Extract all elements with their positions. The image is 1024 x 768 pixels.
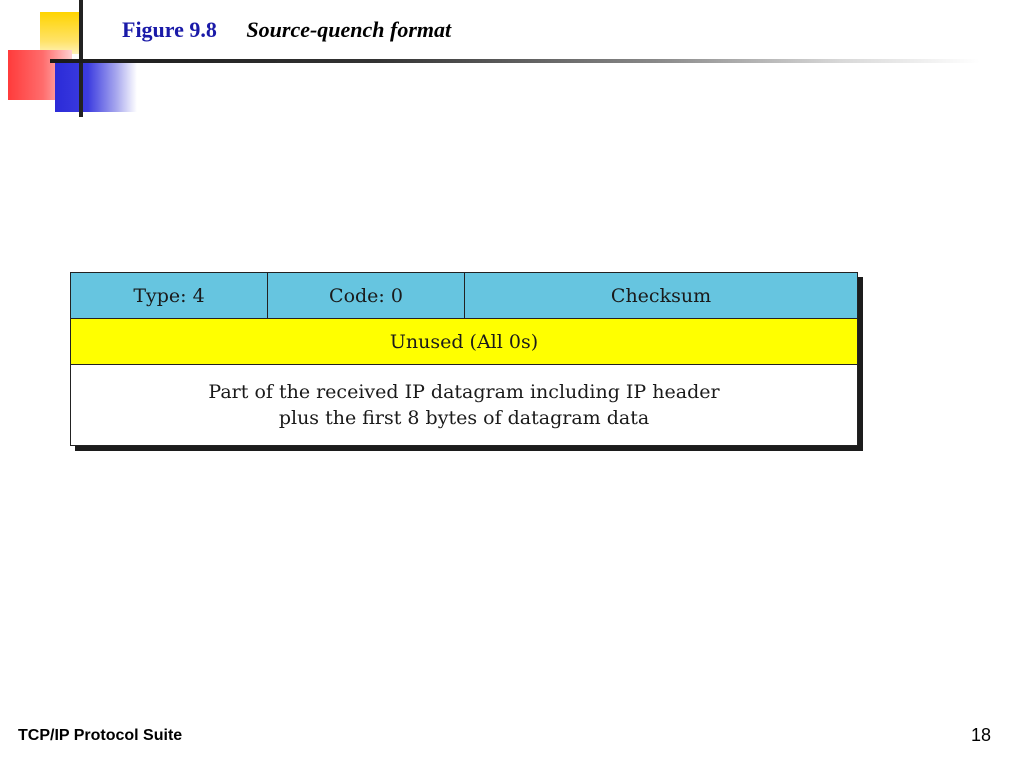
datagram-data-row [71,364,857,445]
figure-label: Figure 9.8 [122,17,217,42]
checksum-field [465,273,857,318]
unused-row [71,318,857,364]
page-number: 18 [970,725,991,745]
type-field [71,273,268,318]
code-field-label: Code: 0 [329,284,403,307]
datagram-data-line-2: plus the first 8 bytes of datagram data [278,407,650,429]
title-underline [50,59,980,63]
decorative-blue-square [55,60,137,112]
slide-title [122,17,451,43]
footer-text: TCP/IP Protocol Suite [18,727,183,744]
source-quench-format-diagram [70,272,858,446]
figure-caption: Source-quench format [246,17,452,42]
type-field-label: Type: 4 [133,284,205,307]
header-row [71,273,857,318]
datagram-data-line-1: Part of the received IP datagram including IP header [208,381,720,403]
unused-field-label: Unused (All 0s) [389,330,539,353]
code-field [268,273,465,318]
unused-field [71,319,857,364]
checksum-field-label: Checksum [610,284,712,307]
decorative-yellow-square [40,12,80,54]
